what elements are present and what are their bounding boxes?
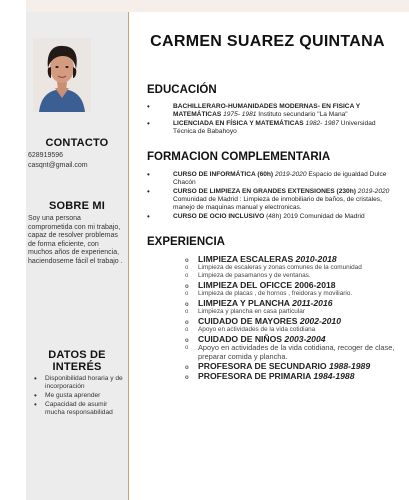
job-description: o Apoyo en actividades de la vida cotidiana, recoger de clase, preparar comida y plancha. — [170, 344, 400, 361]
education-school: Universidad Técnica de Babahoyo — [173, 120, 376, 135]
job-title: PROFESORA DE SECUNDARIO — [198, 361, 329, 372]
education-heading: EDUCACIÓN — [147, 84, 217, 96]
job-title: LIMPIEZA ESCALERAS — [198, 254, 296, 264]
training-item — [147, 171, 395, 187]
job-title: CUIDADO DE NIÑOS — [198, 334, 285, 344]
job-dates: 2003-2004 — [284, 334, 326, 344]
contact-heading: CONTACTO — [45, 137, 109, 149]
education-years: 1982- 1987 — [305, 120, 339, 127]
training-heading: FORMACION COMPLEMENTARIA — [147, 151, 331, 163]
portrait-image — [33, 38, 91, 112]
course-years: 2019-2020 — [357, 188, 390, 195]
education-item — [147, 120, 395, 136]
job-item — [170, 298, 400, 308]
vertical-divider — [128, 12, 129, 500]
job-item — [170, 371, 400, 381]
course-detail: Comunidad de Madrid : Limpieza de inmobiliario de baños, de cristales, manejo de maquinas manual y electronicas. — [173, 196, 382, 211]
job-dates: 2002-2010 — [299, 316, 341, 326]
job-description: o Limpieza de escaleras y zonas comunes de la comunidad — [170, 264, 400, 272]
job-description: o Limpieza y plancha en casa particular — [170, 308, 400, 316]
job-dates: 2010-2018 — [295, 254, 337, 264]
course-detail: Espacio de igualdad Dulce Chacón — [173, 171, 387, 186]
interest-item: • Disponibilidad horaria y de incorporación — [34, 375, 124, 391]
education-degree: BACHILLERARO-HUMANIDADES MODERNAS- EN FISICA Y MATEMÁTICAS — [173, 103, 361, 118]
course-name: CURSO DE INFORMÁTICA (60h) — [173, 171, 275, 178]
course-name: CURSO DE LIMPIEZA EN GRANDES EXTENSIONES (230h) — [173, 188, 358, 195]
experience-heading: EXPERIENCIA — [147, 236, 225, 248]
job-title: LIMPIEZA DEL OFICCE — [198, 280, 295, 290]
job-description: o Limpieza de pasamanos y de ventanas. — [170, 272, 400, 280]
course-years: 2019-2020 — [274, 171, 307, 178]
job-description: o Limpieza de placas , de hornos , freidoras y moviliario. — [170, 290, 400, 298]
job-item — [170, 254, 400, 264]
top-band — [26, 0, 409, 12]
job-dates: 2006-2018 — [294, 280, 336, 290]
job-title: CUIDADO DE MAYORES — [198, 316, 300, 326]
job-title: PROFESORA DE PRIMARIA — [198, 371, 314, 382]
candidate-name: CARMEN SUAREZ QUINTANA — [150, 33, 385, 50]
job-item — [170, 280, 400, 290]
education-school: Instituto secundario "La Mana" — [256, 111, 348, 118]
job-description: o Apoyo en actividades de la vida cotidiana — [170, 326, 400, 334]
course-name: CURSO DE OCIO INCLUSIVO — [173, 213, 267, 220]
job-dates: 1984-1988 — [313, 371, 355, 382]
education-item — [147, 103, 395, 119]
job-dates: 2011-2016 — [292, 298, 333, 308]
profile-photo — [33, 38, 91, 112]
contact-email[interactable]: casqnt@gmail.com — [28, 162, 88, 169]
job-title: LIMPIEZA Y PLANCHA — [198, 298, 293, 308]
job-item — [170, 361, 400, 371]
interest-item: • Me gusta aprender — [34, 392, 124, 400]
about-text: Soy una persona comprometida con mi trabajo, capaz de resolver problemas de forma eficiente, con muchos años de experiencia, haciendoseme fácil el trabajo . — [28, 215, 123, 265]
about-heading: SOBRE MI — [49, 200, 105, 212]
interest-item: • Capacidad de asumir mucha responsabilidad — [34, 401, 124, 417]
course-detail: (48h) 2019 Comunidad de Madrid — [266, 213, 365, 220]
interests-heading: DATOS DE INTERÉS — [48, 349, 106, 373]
job-dates: 1988-1989 — [329, 361, 371, 372]
contact-phone: 628919596 — [28, 152, 64, 159]
training-item — [147, 188, 395, 212]
experience-list — [170, 254, 400, 381]
education-degree: LICENCIADA EN FÍSICA Y MATEMÁTICAS — [173, 120, 306, 127]
interests-list — [34, 375, 124, 418]
job-item — [170, 316, 400, 326]
education-list — [147, 103, 395, 137]
education-years: 1975- 1981 — [223, 111, 257, 118]
training-item — [147, 213, 395, 221]
training-list — [147, 171, 395, 222]
